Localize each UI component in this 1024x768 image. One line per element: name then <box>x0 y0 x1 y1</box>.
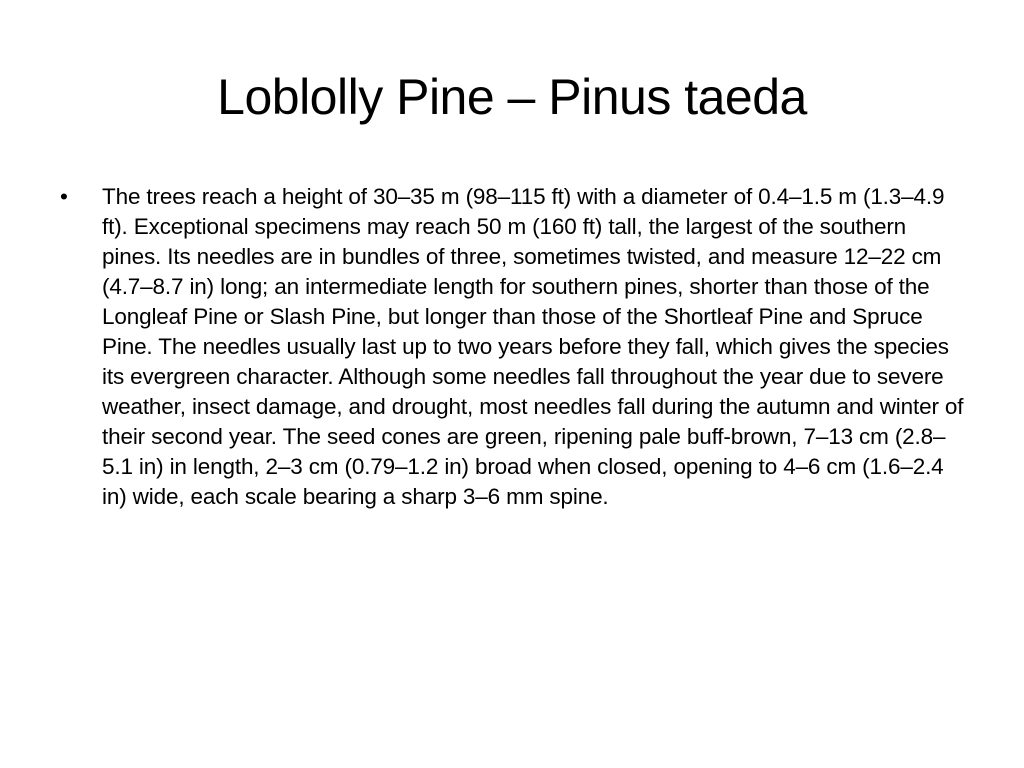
bullet-marker: • <box>60 184 68 209</box>
bullet-text: The trees reach a height of 30–35 m (98–115 ft) with a diameter of 0.4–1.5 m (1.3–4.9 ft). Exceptional specimens may reach 50 m (160 ft) tall, the largest of the southern pines. Its needles are in bundles of three, sometimes twisted, and measure 12–22 cm (4.7–8.7 in) long; an intermediate length for southern pines, shorter than those of the Longleaf Pine or Slash Pine, but longer than those of the Shortleaf Pine and Spruce Pine. The needles usually last up to two years before they fall, which gives the species its evergreen character. Although some needles fall throughout the year due to severe weather, insect damage, and drought, most needles fall during the autumn and winter of their second year. The seed cones are green, ripening pale buff-brown, 7–13 cm (2.8–5.1 in) in length, 2–3 cm (0.79–1.2 in) broad when closed, opening to 4–6 cm (1.6–2.4 in) wide, each scale bearing a sharp 3–6 mm spine. <box>102 184 964 509</box>
slide-title: Loblolly Pine – Pinus taeda <box>217 69 807 125</box>
bullet-list <box>60 182 970 512</box>
bullet-item <box>60 182 970 512</box>
